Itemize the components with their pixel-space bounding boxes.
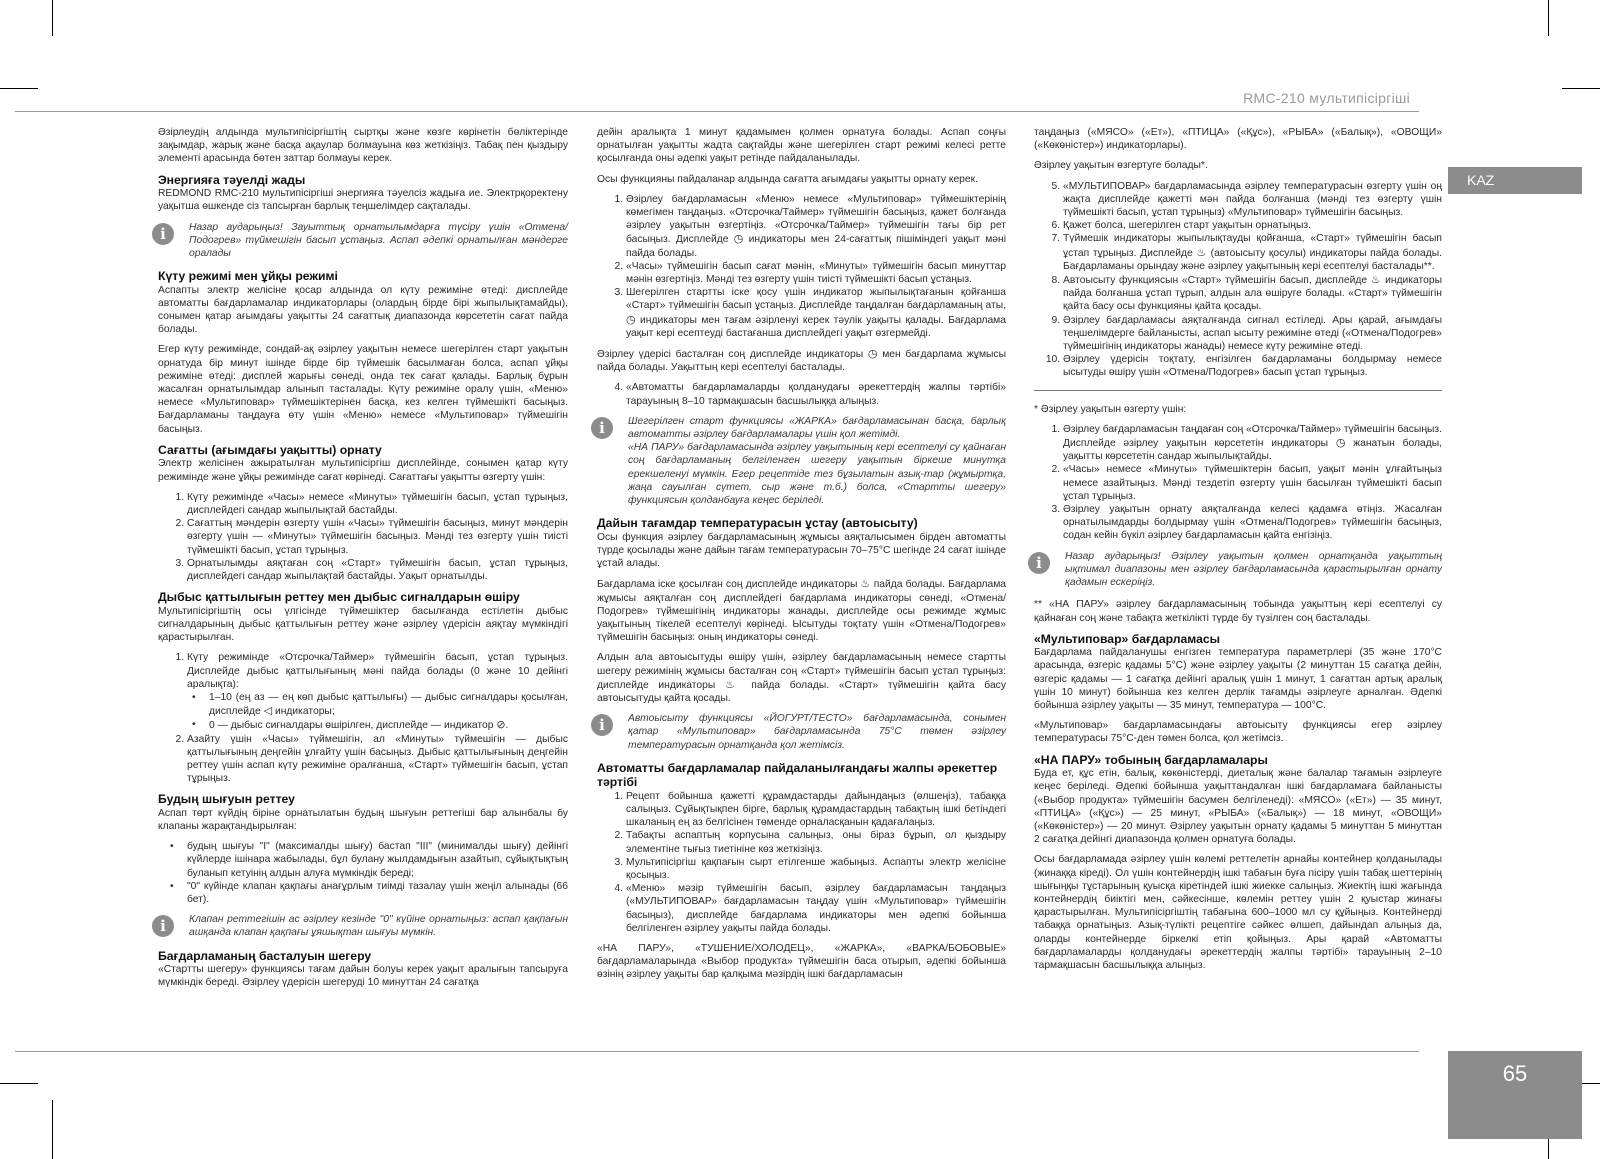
- page-number: 65: [1502, 1061, 1528, 1086]
- list-item: [1063, 232, 1442, 273]
- crop-mark: [1548, 0, 1549, 36]
- list-item: [1063, 273, 1442, 314]
- numbered-list: [1034, 180, 1442, 380]
- section-heading: «Мультиповар» бағдарламасы: [1034, 631, 1221, 646]
- list-item: 4. «Автоматты бағдарламаларды қолданудағы әрекеттердің жалпы тәртібі» тарауының 8–10 тармақшасын басшылыққа алыңыз.: [626, 381, 1006, 407]
- list-item: [209, 718, 568, 732]
- paragraph-text: Алдын ала автоысытуды өшіру үшін, әзірлеу бағдарламасының немесе стартты шегеру режимінің жұмысы басталған соң «Старт» түймешігін басып ұстап тұрыңыз: дисплейде индикаторы: [597, 652, 1006, 691]
- paragraph: Бағдарлама пайдаланушы енгізген температура параметрлері (35 және 170°С арасында, өзгеріс қадамы 5°С) және әзірлеу уақыты (2 минуттан 15 сағатқа дейін, өзгеріс қадамы — 1 сағатқа дейінгі аралық үшін 1 минут, 1 сағаттан артық аралық үшін 10 минут) бойынша кез келген дерлік тағамды әзірлеуге арналған. Әдепкі бойынша әзірлеу уақыты — 35 минут, температура — 100°С.: [1034, 647, 1442, 712]
- paragraph-text: пайда болады. «Старт» түймешігін қайта басу автоысытуды қайта қосады.: [597, 679, 1006, 705]
- numbered-list: [597, 381, 1006, 407]
- list-item: 3. Орнатылымды аяқтаған соң «Старт» түймешігін басып, ұстап тұрыңыз, дисплейдегі сандар жыпылақтай бастайды. Уақыт орнатылды.: [187, 557, 568, 583]
- list-item: 3. Мультипісіргіш қақпағын сырт етілгенше жабыңыз. Аспапты электр желісіне қосыңыз.: [626, 856, 1006, 882]
- speaker-icon: ◁: [263, 704, 273, 718]
- numbered-list: [597, 790, 1006, 935]
- list-item: 1. Күту режимінде «Часы» немесе «Минуты» түймешігін басып, ұстап тұрыңыз, дисплейдегі сандар жыпылықтай бастайды.: [187, 491, 568, 517]
- timer-icon: ◷: [1335, 436, 1346, 450]
- crop-mark: [1562, 88, 1600, 89]
- list-item: [626, 286, 1006, 340]
- info-note: [1034, 550, 1442, 590]
- list-item-text: .: [505, 720, 509, 732]
- list-item: 3. Әзірлеу уақытын орнату аяқталғанда келесі қадамға өтіңіз. Жасалған орнатылымдарды болдырмау үшін «Отмена/Подогрев» түймешігін басыңыз, содан кейін бүкіл әзірлеу бағдарламасын қайта енгізіңіз.: [1063, 503, 1442, 543]
- note-text: Клапан реттегішін ас әзірлеу кезінде "0" күйіне орнатыңыз: аспап қақпағын ашқанда клапан қақпағы ұяшықтан шығуы мүмкін.: [189, 914, 568, 939]
- keep-warm-icon: ♨: [724, 677, 742, 691]
- keep-warm-icon: ♨: [1196, 245, 1208, 259]
- list-item: [209, 691, 568, 718]
- list-item: 5. «МУЛЬТИПОВАР» бағдарламасында әзірлеу температурасын өзгерту үшін оң жақта дисплейде қажетті мән пайда болғанша (мәнді тез өзгерту үшін түймешікті басып, ұстап тұрыңыз) «Мультиповар» түймешігін басыңыз.: [1063, 180, 1442, 220]
- list-item-text: 1–10 (ең аз — ең көп дыбыс қаттылығы) — дыбыс сигналдары қосылған, дисплейде: [209, 691, 568, 718]
- info-icon: i: [591, 714, 613, 736]
- info-note: [597, 415, 1006, 507]
- header-rule: [15, 111, 1419, 112]
- section-heading: Бағдарламаның басталуын шегеру: [158, 948, 372, 963]
- paragraph-text: мен бағдарлама жұмысы пайда болады. Уақыттың кері есептелуі басталады.: [597, 349, 1006, 374]
- column-1: [158, 126, 568, 997]
- footer-rule: [15, 1051, 1419, 1052]
- paragraph: REDMOND RMC-210 мультипісіргіші энергияға тәуелсіз жадыға ие. Электрқоректену уақытша өшкенде сіз тапсырған барлық теңшелімдер сақталады.: [158, 188, 568, 213]
- list-item-text: Күту режимінде «Отсрочка/Таймер» түймешігін басып, ұстап тұрыңыз. Дисплейде дыбыс қаттылығының мәні пайда болады (0 және 10 дейінгі аралықта):: [187, 652, 568, 690]
- paragraph: [597, 347, 1006, 374]
- info-icon: i: [152, 915, 174, 937]
- timer-icon: ◷: [867, 347, 878, 361]
- list-item: 2. «Часы» түймешігін басып сағат мәнін, «Минуты» түймешігін басып минуттар мәнін өзгертіңіз. Мәнді тез өзгерту үшін тиісті түймешікті басып ұстаңыз.: [626, 260, 1006, 286]
- list-item: • "0" күйінде клапан қақпағы анағұрлым тиімді тазалау үшін жеңіл алынады (66 бет).: [187, 880, 568, 906]
- section-heading: Дыбыс қаттылығын реттеу мен дыбыс сигналдарын өшіру: [158, 590, 520, 605]
- paragraph: Мультипісіргіштің осы үлгісінде түймешіктер басылғанда естілетін дыбыс сигналдарының дыбыс қаттылығын реттеу және әзірлеу үдерісін аяқтау мүмкіндігі қарастырылған.: [158, 605, 568, 644]
- list-item-text: 0 — дыбыс сигналдары өшірілген, дисплейде — индикатор: [209, 720, 494, 732]
- list-item: [626, 193, 1006, 260]
- paragraph: «НА ПАРУ», «ТУШЕНИЕ/ХОЛОДЕЦ», «ЖАРКА», «ВАРКА/БОБОВЫЕ» бағдарламаларында «Выбор продукта» түймешігін баса отырып, әдепкі бойынша өзінің әзірлеу уақыты бар қалқыма мәзірдің ішкі бағдарламасын: [597, 943, 1006, 981]
- list-item: 2. Табақты аспаптың корпусына салыңыз, оны біраз бұрып, ол қыздыру элементіне тығыз тиетініне көз жеткізіңіз.: [626, 829, 1006, 855]
- bullet-list: [158, 840, 568, 906]
- paragraph: Аспап төрт күйдің біріне орнатылатын будың шығуын реттегіші бар алынбалы бу клапаны жарақтандырылған:: [158, 807, 568, 833]
- list-item-text: индикаторы мен 24-сағаттық пішіміндегі уақыт мәні пайда болады.: [626, 234, 1006, 259]
- crop-mark: [52, 0, 53, 36]
- paragraph: Буда ет, құс етін, балық, көкөністерді, диеталық және балалар тағамын әзірлеуге кеңес беріледі. Әдепкі бойынша уақыттандалған ішкі бағдарламаға байланысты («Выбор продукта» түймешігін басумен белгіленеді): «МЯСО» («Ет») — 35 минут, «ПТИЦА» («Құс») — 25 минут, «РЫБА» («Балық») — 18 минут, «ОВОЩИ» («Көкөністер») — 20 минут. Әзірлеу уақытын орнату қадамы 5 минуттан 5 минуттан 2 сағатқа дейінгі диапазонда қолмен орнатуға болады.: [1034, 768, 1442, 846]
- note-text: Шегерілген старт функциясы «ЖАРКА» бағдарламасынан басқа, барлық автоматты әзірлеу бағдарламалары үшін қол жетімді.: [628, 415, 1006, 441]
- paragraph: Электр желісінен ажыратылған мультипісіргіш дисплейінде, сонымен қатар күту режимінде және ұйқы режимінде сағат көрінеді. Сағаттағы уақытты өзгерту үшін:: [158, 458, 568, 483]
- paragraph-text: Әзірлеу үдерісі басталған соң дисплейде индикаторы: [597, 349, 864, 361]
- numbered-list: [1034, 423, 1442, 543]
- list-item: 10. Әзірлеу үдерісін тоқтату, енгізілген бағдарламаны болдырмау немесе ысытуды өшіру үшін «Отмена/Подогрев» басып ұстап тұрыңыз.: [1063, 353, 1442, 379]
- list-item: 9. Әзірлеу бағдарламасы аяқталғанда сигнал естіледі. Ары қарай, ағымдағы теңшелімдерге байланысты, аспап ысыту режиміне өтеді («Отмена/Подогрев» түймешігінің индикаторы жанады) немесе күту режиміне өтеді.: [1063, 314, 1442, 354]
- list-item: 2. Сағаттың мәндерін өзгерту үшін «Часы» түймешігін басыңыз, минут мәндерін өзгерту үшін — «Минуты» түймешігін басыңыз. Мәнді тез өзгерту үшін тиісті түймешікті басып, ұстап тұрыңыз.: [187, 517, 568, 557]
- list-item: 4. «Меню» мәзір түймешігін басып, әзірлеу бағдарламасын таңдаңыз («МУЛЬТИПОВАР» бағдарламасын таңдау үшін «Мультиповар» түймешігін басыңыз), дисплейде бағдарлама индикаторы мен әдепкі бойынша белгіленген әзірлеу уақыты пайда болады.: [626, 882, 1006, 935]
- paragraph: [597, 651, 1006, 705]
- crop-mark: [0, 1083, 38, 1084]
- info-icon: i: [591, 417, 613, 439]
- mute-icon: ⊘: [496, 718, 506, 732]
- numbered-list: [158, 491, 568, 583]
- list-item: [1063, 423, 1442, 464]
- paragraph: Осы бағдарламада әзірлеу үшін көлемі реттелетін арнайы контейнер қолданылады (жинаққа кіреді). Ол үшін контейнердің ішкі табағын буға пісіру үшін табақ шеттерінің шығыңқы тұстарының қуысқа кіретіндей ішкі жиекке салыңыз. Жиектің ішкі жағында контейнердің биіктігі мен, сәйкесінше, көлемін реттеу үшін 2 қуыстар жинағы қарастырылған. Мультипісіргіштің табағына 600–1000 мл су құйыңыз. Контейнерді табаққа орнатыңыз. Азық-түлікті рецептіге сәйкес өлшеп, дайындап алыңыз да, оларды контейнерде біркелкі етіп қойыңыз. Ары қарай «Автоматты бағдарламаларды қолданудағы әрекеттердің жалпы тәртібі» тарауының 2–10 тармақшасын басшылыққа алыңыз.: [1034, 854, 1442, 971]
- list-item: 2. Азайту үшін «Часы» түймешігін, ал «Минуты» түймешігін — дыбыс қаттылығының деңгейін ұлғайту үшін басыңыз. Дыбыс қаттылығының деңгейін реттеу үшін аспап күту режиміне оралғанша, «Старт» түймешігін басып, ұстап тұрыңыз.: [187, 733, 568, 786]
- note-text: Автоысыту функциясы «ЙОГУРТ/ТЕСТО» бағдарламасында, сонымен қатар «Мультиповар» бағдарламасында 75°С төмен әзірлеу температурасын орнатқанда қол жетімсіз.: [628, 713, 1006, 751]
- paragraph: Әзірлеудің алдында мультипісіргіштің сыртқы және көзге көрінетін бөліктерінде зақымдар, жарық және басқа ақаулар болмауына көз жеткізіңіз. Табақ пен қыздыру элементі арасында бөтен заттар болмауы керек.: [158, 127, 568, 165]
- list-item-text: индикаторы пайда болғанша ұстап тұрып, алдын ала өшіруге болады. «Старт» түймешігін қайта басу осы функцияны қайта қосады.: [1063, 275, 1442, 313]
- section-heading: «НА ПАРУ» тобының бағдарламалары: [1034, 752, 1268, 767]
- column-2: [597, 126, 1006, 989]
- header-title: RMC-210 мультипісіргіші: [1243, 90, 1410, 106]
- list-item-text: Автоысыту функциясын «Старт» түймешігін басып, дисплейде: [1063, 275, 1368, 287]
- list-item-text: (автоысыту қосулы) индикаторы пайда болады. Бағдарламаны орындау және әзірлеу уақытының кері есептелуі басталады**.: [1063, 247, 1442, 272]
- paragraph: Осы функцияны пайдаланар алдында сағатта ағымдағы уақытты орнату керек.: [597, 173, 978, 185]
- paragraph: Егер күту режимінде, сондай-ақ әзірлеу уақытын немесе шегерілген старт уақытын орнатуда бір минут ішінде бірде бір түймешік басылмаған болса, аспап ұйқы режиміне өтеді: дисплей жарығы сөнеді, онда тек сағат қалады. Барлық бұрын жасалған орнатылымдар алынып тасталады. Күту режиміне оралу үшін, «Меню» немесе «Мультиповар» түймешіктерінен басқа, кез келген түймешікті басыңыз. Бағдарламаны таңдауға өту үшін «Меню» немесе «Мультиповар» түймешігін басыңыз.: [158, 344, 568, 435]
- list-item: • будың шығуы "I" (максималды шығу) бастап "III" (минималды шығу) дейінгі күйлерде ішінара жабылады, бұл булану жылдамдығын азайтып, сұйықтықтың буланып кетуінің алдын алуға мүмкіндік береді;: [187, 840, 568, 880]
- note-text: «НА ПАРУ» бағдарламасында әзірлеу уақытының кері есептелуі су қайнаған соң бағдарламаның белгіленген шегеру уақытын біркеше минутқа ерекшеленуі мүмкін. Егер рецептіде тез бұзылатын азық-тар (жұмыртқа, жаңа сауылған сүтет, сыр және т.б.) болса, «Стартты шегеру» функциясын қолданбауға кеңес беріледі.: [628, 442, 1006, 507]
- timer-icon: ◷: [626, 312, 636, 326]
- divider: [1034, 390, 1442, 391]
- info-note: [158, 913, 568, 939]
- section-heading: Дайын тағамдар температурасын ұстау (автоысыту): [597, 516, 918, 531]
- list-item: 2. «Часы» немесе «Минуты» түймешіктерін басып, уақыт мәнін ұлғайтыңыз немесе азайтыңыз. Мәнді тездетіп өзгерту үшін басылған түймешікті басып ұстап тұрыңыз.: [1063, 463, 1442, 503]
- footnote: * Әзірлеу уақытын өзгерту үшін:: [1034, 403, 1187, 415]
- numbered-list: [158, 651, 568, 785]
- paragraph: «Стартты шегеру» функциясы тағам дайын болуы керек уақыт аралығын тапсыруға мүмкіндік береді. Әзірлеу үдерісін шегеруді 10 минуттан 24 сағатқа: [158, 964, 568, 989]
- numbered-list: [597, 193, 1006, 340]
- footnote: ** «НА ПАРУ» әзірлеу бағдарламасының тобында уақыттың кері есептелуі су қайнаған соң және табақта жеткілікті түрде бу түзілген соң басталады.: [1034, 599, 1442, 624]
- list-item-text: Әзірлеу бағдарламасын таңдаған соң «Отсрочка/Таймер» түймешігін басыңыз. Дисплейде әзірлеу уақытын көрсететін индикаторы: [1063, 423, 1442, 450]
- list-item: 6. Қажет болса, шегерілген старт уақытын орнатыңыз.: [1063, 219, 1442, 232]
- section-heading: Энергияға тәуелді жады: [158, 172, 306, 187]
- list-item: 1. Рецепт бойынша қажетті құрамдастарды дайындаңыз (өлшеңіз), табаққа салыңыз. Сұйықтықпен бірге, барлық құрамдастардың табақтың ішкі бетіндегі шкаланың ең аз белгісінен төменде орналасқанын қадағалаңыз.: [626, 790, 1006, 830]
- paragraph-text: Бағдарлама іске қосылған соң дисплейде индикаторы: [597, 579, 858, 591]
- timer-icon: ◷: [733, 232, 744, 246]
- list-item-text: Түймешік индикаторы жыпылықтауды қойғанша, «Старт» түймешігін басып ұстап тұрыңыз. Дисплейде: [1063, 233, 1442, 259]
- list-item-text: индикаторы;: [274, 706, 335, 718]
- paragraph: Осы функция әзірлеу бағдарламасының жұмысы аяқталысымен бірден автоматты түрде қосылады және дайын тағам температурасын 70–75°С шегінде 24 сағат ішінде ұстай алады.: [597, 531, 1006, 570]
- list-item-text: индикаторы мен тағам әзірленуі керек тәулік уақыты қалады. Бағдарлама уақыт кері есептеуді бастағанша дисплейдегі уақыт өзгермейді.: [626, 314, 1006, 339]
- section-heading: Күту режимі мен ұйқы режимі: [158, 269, 338, 284]
- paragraph: таңдаңыз («МЯСО» («Ет»), «ПТИЦА» («Құс»), «РЫБА» («Балық»), «ОВОЩИ» («Көкөністер») индикаторлары).: [1034, 127, 1442, 152]
- list-item-text: Әзірлеу бағдарламасын «Меню» немесе «Мультиповар» түймешіктерінің көмегімен таңдаңыз. «Отсрочка/Таймер» түймешігін басыңыз, қажет болғанда әзірлеу уақытын өзгертіңіз. «Отсрочка/Таймер» түймешігін тағы бір рет басыңыз. Дисплейде: [626, 193, 1006, 246]
- list-item-text: жанатын болады, уақытты көрсететін сандар жыпылықтайды.: [1063, 438, 1442, 463]
- paragraph: дейін аралықта 1 минут қадамымен қолмен орнатуға болады. Аспап соңғы орнатылған уақытты жадта сақтайды және шегерілген старт режимі келесі ретте қосылғанда оны әдепкі уақыт ретінде пайдаланылады.: [597, 127, 1006, 165]
- section-heading: Автоматты бағдарламалар пайдаланылғандағы жалпы әрекеттер тәртібі: [597, 760, 998, 790]
- language-tab: KAZ: [1448, 167, 1582, 194]
- paragraph: Аспапты электр желісіне қосар алдында ол күту режиміне өтеді: дисплейде автоматты бағдарламалар индикаторлары (олардың бірде бірі жыпылықтамайды), сонымен қатар ағымдағы уақытты 24 сағаттық диапазонда көрсететін сағат пайда болады.: [158, 284, 568, 336]
- list-item-text: Шегерілген стартты іске қосу үшін индикатор жыпылықтағанын қойғанша «Старт» түймешігін басып ұстаңыз. Дисплейде таңдалған бағдарламаның аты,: [626, 287, 1006, 312]
- page-number-box: [1448, 1051, 1582, 1139]
- note-text: Назар аударыңыз! Зауыттық орнатылымдарға түсіру үшін «Отмена/Подогрев» түймешігін басып ұстаңыз. Аспап әдепкі орнатылған мәндерге оралады: [189, 221, 568, 259]
- keep-warm-icon: ♨: [860, 577, 871, 591]
- paragraph: «Мультиповар» бағдарламасындағы автоысыту функциясы егер әзірлеу температурасы 75°С-ден төмен болса, қол жетімсіз.: [1034, 720, 1442, 745]
- section-heading: Будың шығуын реттеу: [158, 792, 295, 807]
- crop-mark: [0, 88, 38, 89]
- section-heading: Сағатты (ағымдағы уақытты) орнату: [158, 442, 382, 457]
- column-3: [1034, 126, 1442, 979]
- note-text: Назар аударыңыз! Әзірлеу уақытын қолмен орнатқанда уақыттың ықтимал диапазоны мен әзірлеу бағдарламасында қарастырылған орнату қадамын ескеріңіз.: [1065, 550, 1442, 589]
- info-icon: i: [152, 223, 174, 245]
- info-note: [597, 712, 1006, 752]
- bullet-list: [187, 691, 568, 733]
- paragraph: Әзірлеу уақытын өзгертуге болады*.: [1034, 160, 1208, 172]
- info-note: [158, 221, 568, 261]
- keep-warm-icon: ♨: [1370, 273, 1382, 287]
- info-icon: i: [1028, 552, 1050, 574]
- crop-mark: [52, 1100, 53, 1159]
- paragraph: [597, 577, 1006, 644]
- paragraph-text: пайда болады. Бағдарлама жұмысы аяқталған соң дисплейдегі бағдарлама индикаторы сөнеді, «Отмена/Подогрев» түймешігінің индикаторы жанады, дисплейде осы режимде жұмыс уақытының тікелей есептелуі көрінеді. Ысытуды тоқтату үшін «Отмена/Подогрев» түймешігін басыңыз: оның индикаторы сөнеді.: [597, 579, 1006, 644]
- list-item: [187, 651, 568, 732]
